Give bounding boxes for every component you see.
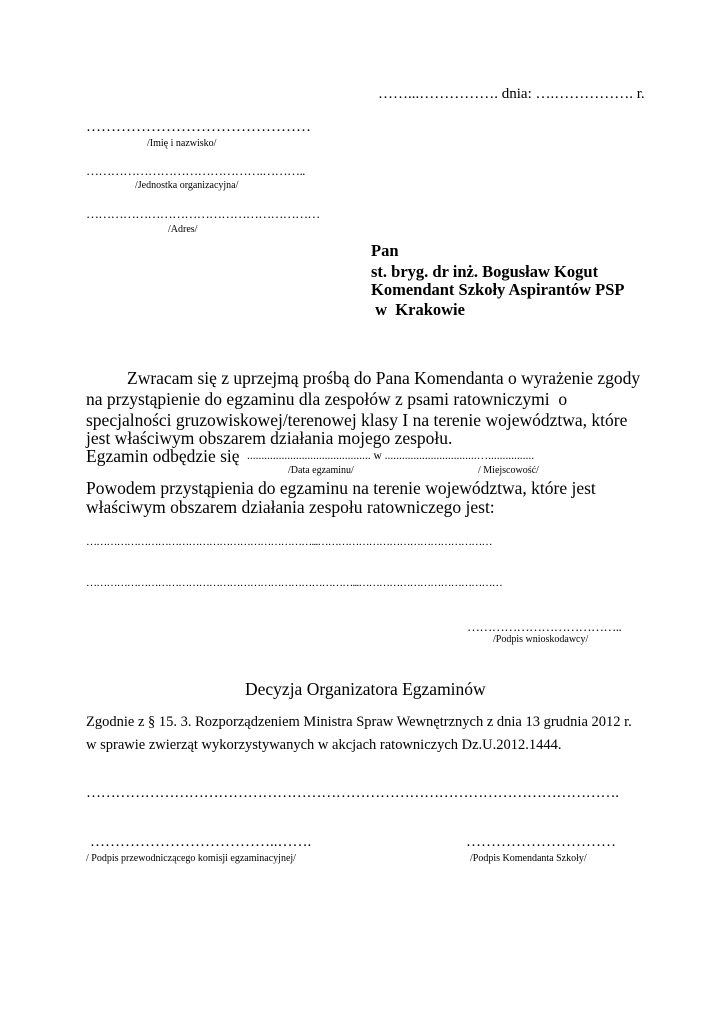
name-dots: ……………………………………… (86, 119, 311, 135)
request-line-2: na przystąpienie do egzaminu dla zespołów z psami ratowniczymi o (86, 389, 568, 409)
reason-dots-2: ……………………………………………………………………...…………………………………… (86, 577, 502, 589)
decision-line-1: Zgodnie z § 15. 3. Rozporządzeniem Ministra Spraw Wewnętrznych z dnia 13 grudnia 2012 r. (86, 714, 632, 730)
unit-dots: …………………………………….……….. (86, 163, 305, 178)
reason-dots-1: …………………………………………………………...…………………………………………… (86, 536, 492, 548)
address-caption: /Adres/ (168, 224, 198, 235)
decision-title: Decyzja Organizatora Egzaminów (245, 679, 486, 699)
chair-signature-caption: / Podpis przewodniczącego komisji egzaminacyjnej/ (86, 853, 296, 864)
decision-line-2: w sprawie zwierząt wykorzystywanych w akcjach ratowniczych Dz.U.2012.1444. (86, 737, 562, 753)
exam-place-caption: / Miejscowość/ (478, 465, 539, 476)
applicant-signature-dots: ……………………………….. (467, 619, 622, 634)
addressee-city: w Krakowie (371, 300, 465, 319)
request-line-4: jest właściwym obszarem działania mojego zespołu. (86, 428, 453, 448)
reason-line-2: właściwym obszarem działania zespołu ratowniczego jest: (86, 497, 495, 517)
exam-date-place-dots: ........................................... w ................................…................ (247, 450, 535, 462)
reason-line-1: Powodem przystąpienia do egzaminu na terenie województwa, które jest (86, 478, 596, 498)
applicant-signature-caption: /Podpis wnioskodawcy/ (493, 634, 589, 645)
chair-signature-dots: ………………………………..……. (90, 834, 312, 850)
address-dots: ………………………………………………… (86, 206, 320, 221)
date-line: ……...……………. dnia: ….……………. r. (378, 86, 645, 102)
request-line-1: Zwracam się z uprzejmą prośbą do Pana Komendanta o wyrażenie zgody (127, 368, 641, 388)
unit-caption: /Jednostka organizacyjna/ (135, 180, 239, 191)
addressee-salutation: Pan (371, 241, 399, 260)
commander-signature-dots: ………………………… (466, 834, 616, 850)
exam-label: Egzamin odbędzie się (86, 446, 240, 466)
exam-date-caption: /Data egzaminu/ (288, 465, 354, 476)
commander-signature-caption: /Podpis Komendanta Szkoły/ (470, 853, 587, 864)
addressee-rank-name: st. bryg. dr inż. Bogusław Kogut (371, 262, 599, 281)
name-caption: /Imię i nazwisko/ (147, 138, 217, 149)
decision-dots: ………………………………………………………………………………………………. (86, 785, 619, 801)
request-line-3: specjalności gruzowiskowej/terenowej klasy I na terenie województwa, które (86, 410, 628, 430)
addressee-position: Komendant Szkoły Aspirantów PSP (371, 280, 625, 299)
